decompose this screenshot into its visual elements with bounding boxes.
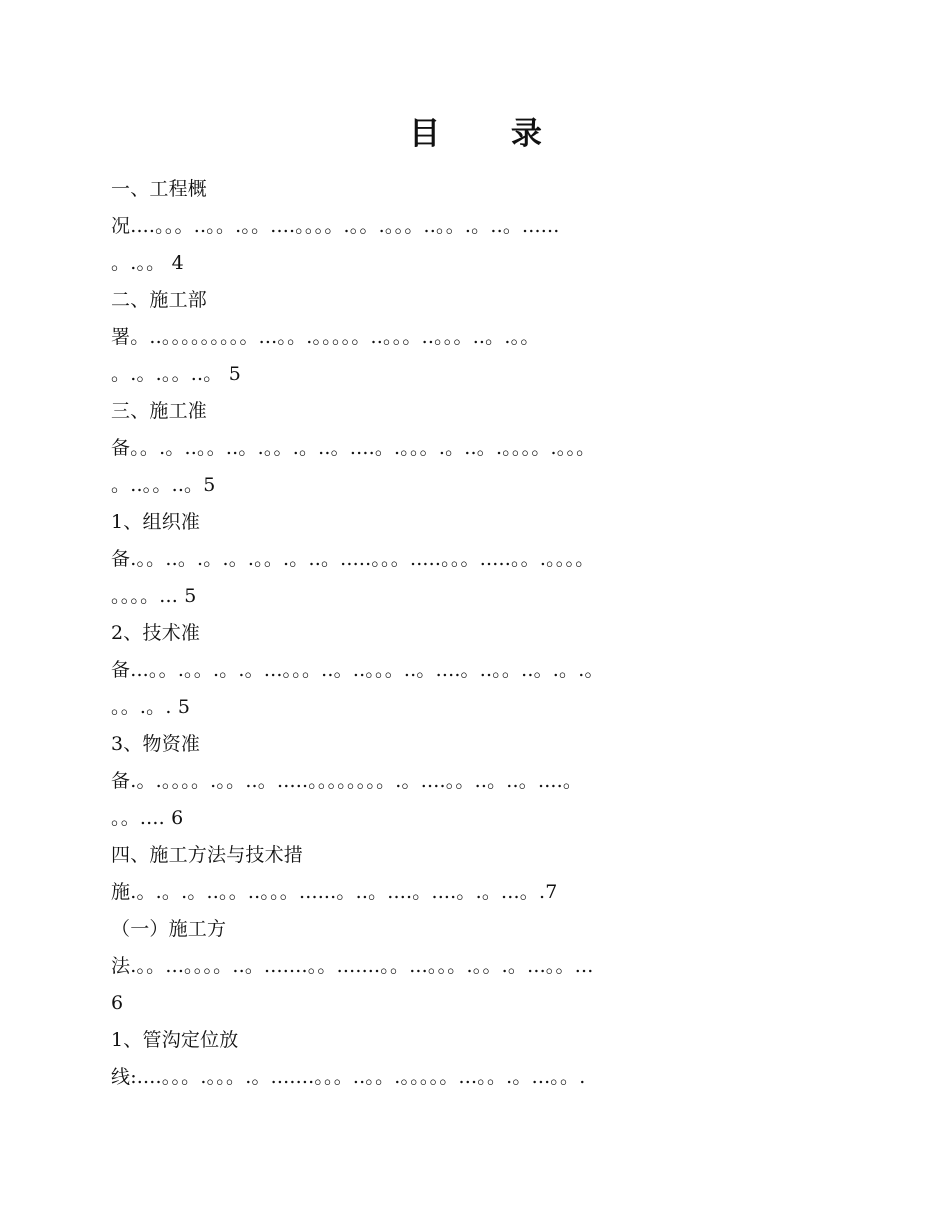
toc-entry[interactable] [111,504,840,615]
toc-entry[interactable] [111,171,840,282]
toc-title: 目 录 [409,116,572,152]
toc-entry[interactable] [111,393,840,504]
toc-entry[interactable] [111,726,840,837]
toc-entry[interactable] [111,282,840,393]
toc-entry-heading: 三、施工准 [111,400,208,422]
toc-entry-heading: 二、施工部 [111,289,208,311]
toc-entry-heading: 1、管沟定位放 [111,1029,239,1051]
toc-entry-heading: 3、物资准 [111,733,201,755]
toc-entry-leader-line: 。.。.。。..。 5 [111,363,241,385]
toc-entry-leader-line: 。。。。... 5 [111,585,197,607]
toc-entry-leader-line: 署。..。。。。。。。。。...。。.。。。。。..。。。..。。。..。.。。 [111,326,540,348]
toc-entry-leader-line: 。..。。..。5 [111,474,216,496]
toc-entry-leader-line: 备.。。..。.。.。.。。.。..。.....。。。.....。。。.....。。.。。。。 [111,548,595,570]
toc-entry-leader-line: 。。.... 6 [111,807,184,829]
toc-entry[interactable] [111,615,840,726]
toc-list [111,171,840,1096]
toc-entry-heading: （一）施工方 [111,918,227,940]
toc-entry-leader-line: 。.。。 4 [111,252,184,274]
toc-entry-leader-line: 施.。.。.。..。。..。。。......。..。....。....。.。...。.7 [111,881,558,903]
toc-entry-heading: 一、工程概 [111,178,208,200]
toc-entry[interactable] [111,1022,840,1096]
toc-entry[interactable] [111,911,840,1022]
toc-entry-leader-line: 备.。.。。。。.。。..。.....。。。。。。。。.。....。。..。..。....。 [111,770,583,792]
toc-entry-leader-line: 备...。。.。。.。.。...。。。..。..。。。..。....。..。。..。.。.。 [111,659,604,681]
toc-entry-heading: 2、技术准 [111,622,201,644]
toc-entry-leader-line: 法.。。...。。。。..。.......。。.......。。...。。。.。。.。...。。... [111,955,594,977]
toc-entry-heading: 四、施工方法与技术措 [111,844,304,866]
toc-entry[interactable] [111,837,840,911]
toc-entry-leader-line: 备。。.。..。。..。.。。.。..。....。.。。。.。..。.。。。。.。。。 [111,437,596,459]
toc-entry-heading: 1、组织准 [111,511,201,533]
toc-entry-leader-line: 况....。。。..。。.。。....。。。。.。。.。。。..。。.。..。...... [111,215,560,237]
toc-entry-leader-line: 。。.。. 5 [111,696,191,718]
toc-entry-leader-line: 6 [111,992,124,1014]
toc-entry-leader-line: 线:....。。。.。。。.。.......。。。..。。.。。。。。...。。.。...。。. [111,1066,586,1088]
